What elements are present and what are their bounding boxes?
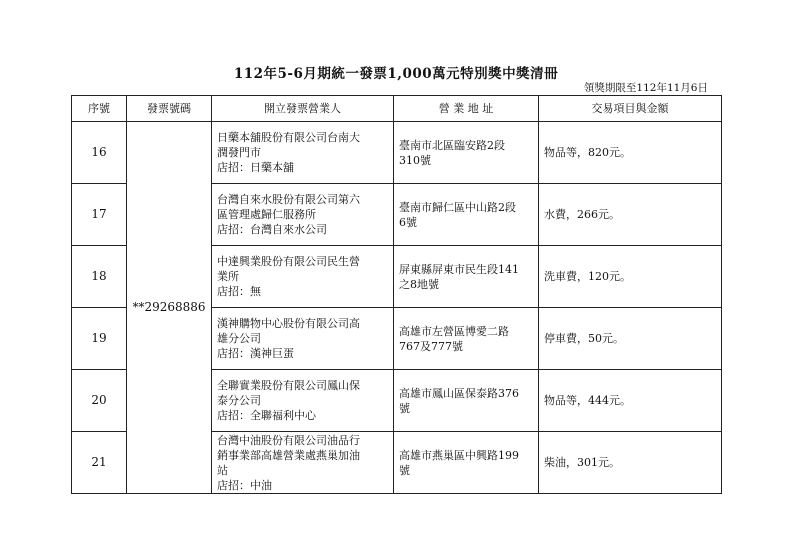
transaction-cell: 物品等，820元。 [539,122,722,184]
address-cell [394,184,539,246]
page-title: 112年5-6月期統一發票1,000萬元特別獎中獎清冊 [233,66,559,82]
merchant-line: 潤發門市 [217,146,261,159]
merchant-line: 業所 [217,270,239,283]
winners-table [71,95,722,494]
merchant-line: 台灣中油股份有限公司油品行 [217,433,360,447]
seq-cell: 17 [72,184,127,246]
seq-cell: 19 [72,308,127,370]
merchant-line: 店招：全聯福利中心 [217,409,316,422]
merchant-line: 店招：日藥本舖 [217,161,294,174]
seq-cell: 20 [72,370,127,432]
address-cell [394,370,539,432]
transaction-cell: 物品等，444元。 [539,370,722,432]
address-line: 高雄市燕巢區中興路199 [399,448,519,462]
address-cell [394,122,539,184]
merchant-line: 店招：無 [217,285,261,298]
transaction-cell: 停車費，50元。 [539,308,722,370]
address-line: 屏東縣屏東市民生段141 [399,262,519,276]
address-line: 臺南市北區臨安路2段 [399,138,505,152]
seq-cell: 21 [72,432,127,494]
address-cell [394,308,539,370]
address-line: 之8地號 [399,277,439,291]
transaction-cell: 洗車費，120元。 [539,246,722,308]
address-line: 高雄市鳳山區保泰路376 [399,386,519,400]
address-cell [394,246,539,308]
address-line: 號 [399,463,410,477]
header-transaction: 交易項目與金額 [539,96,722,122]
invoice-number-cell: **29268886 [127,122,212,494]
merchant-cell [212,432,394,494]
claim-deadline: 領獎期限至112年11月6日 [583,82,708,94]
merchant-line: 全聯實業股份有限公司鳳山保 [217,379,360,392]
merchant-line: 台灣自來水股份有限公司第六 [217,193,360,206]
header-seq: 序號 [72,96,127,122]
merchant-cell [212,308,394,370]
merchant-cell [212,122,394,184]
address-line: 號 [399,401,410,415]
merchant-cell [212,246,394,308]
header-invoice-number: 發票號碼 [127,96,212,122]
address-line: 310號 [399,153,431,167]
merchant-line: 雄分公司 [217,332,261,345]
seq-cell: 16 [72,122,127,184]
address-line: 767及777號 [399,339,463,353]
merchant-line: 站 [217,463,228,477]
merchant-line: 中達興業股份有限公司民生營 [217,255,360,268]
merchant-cell [212,370,394,432]
merchant-line: 店招：中油 [217,478,272,492]
merchant-line: 銷事業部高雄營業處燕巢加油 [217,448,360,462]
transaction-cell: 柴油，301元。 [539,432,722,494]
address-line: 臺南市歸仁區中山路2段 [399,200,516,214]
table-row [72,122,722,184]
address-line: 高雄市左營區博愛二路 [399,324,509,338]
seq-cell: 18 [72,246,127,308]
header-merchant: 開立發票營業人 [212,96,394,122]
merchant-line: 漢神購物中心股份有限公司高 [217,317,360,330]
table-header-row [72,96,722,122]
merchant-line: 店招：台灣自來水公司 [217,223,327,236]
merchant-line: 日藥本舖股份有限公司台南大 [217,131,360,144]
merchant-line: 泰分公司 [217,394,261,407]
merchant-line: 區管理處歸仁服務所 [217,208,316,221]
merchant-line: 店招：漢神巨蛋 [217,347,294,360]
transaction-cell: 水費，266元。 [539,184,722,246]
address-cell [394,432,539,494]
address-line: 6號 [399,215,417,229]
header-address: 營 業 地 址 [394,96,539,122]
merchant-cell [212,184,394,246]
